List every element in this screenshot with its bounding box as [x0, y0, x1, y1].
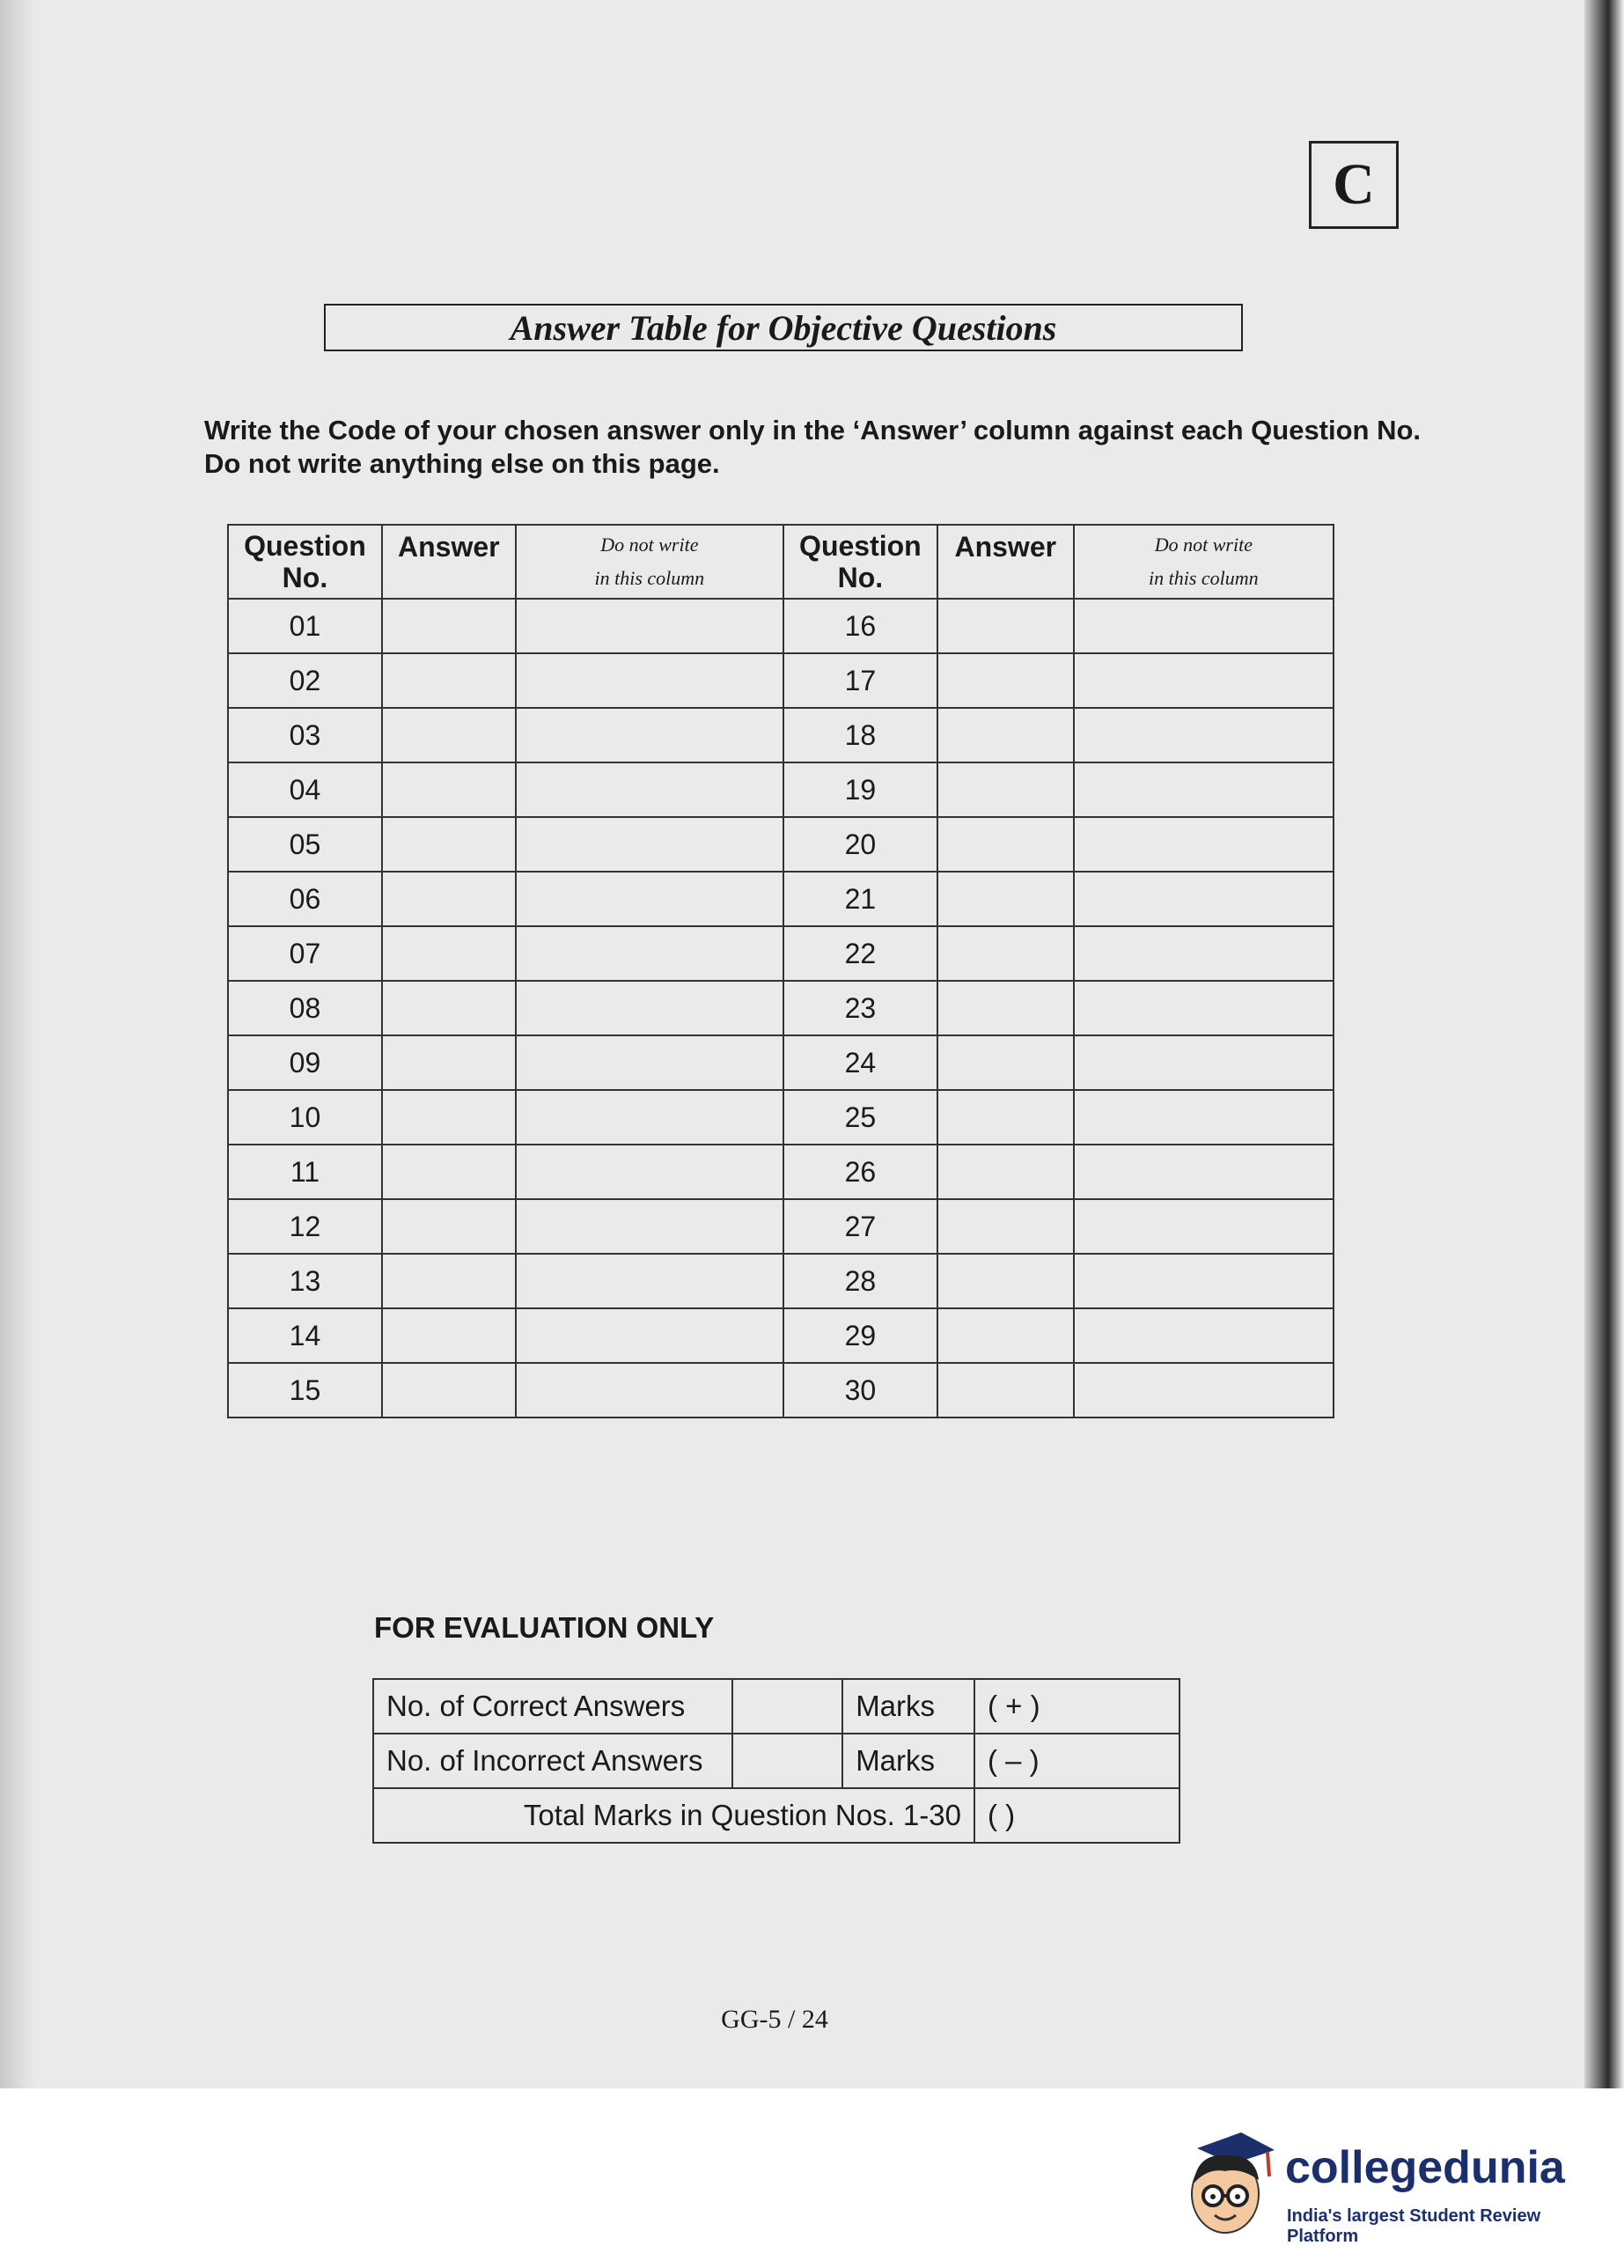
question-number: 23	[783, 981, 937, 1035]
marks-label: Marks	[842, 1734, 974, 1788]
do-not-write-header	[516, 525, 783, 599]
evaluation-heading: FOR EVALUATION ONLY	[374, 1611, 715, 1644]
question-number: 29	[783, 1308, 937, 1363]
answer-cell[interactable]	[382, 872, 516, 926]
do-not-write-cell	[516, 599, 783, 653]
question-number: 28	[783, 1254, 937, 1308]
do-not-write-cell	[1074, 981, 1334, 1035]
correct-answers-row	[373, 1679, 1179, 1734]
do-not-write-line2: in this column	[594, 567, 705, 589]
do-not-write-cell	[1074, 872, 1334, 926]
question-number: 11	[228, 1145, 382, 1199]
total-marks-row	[373, 1788, 1179, 1843]
evaluation-table	[372, 1678, 1180, 1844]
question-number: 07	[228, 926, 382, 981]
question-number: 09	[228, 1035, 382, 1090]
answer-cell[interactable]	[937, 708, 1074, 762]
do-not-write-header	[1074, 525, 1334, 599]
answer-cell[interactable]	[937, 762, 1074, 817]
marks-label: Marks	[842, 1679, 974, 1734]
correct-answers-label: No. of Correct Answers	[373, 1679, 732, 1734]
do-not-write-cell	[1074, 1254, 1334, 1308]
answer-cell[interactable]	[382, 762, 516, 817]
answer-cell[interactable]	[382, 1308, 516, 1363]
answer-cell[interactable]	[382, 653, 516, 708]
answer-table	[227, 524, 1334, 1418]
do-not-write-cell	[516, 653, 783, 708]
question-number: 19	[783, 762, 937, 817]
question-number: 12	[228, 1199, 382, 1254]
do-not-write-cell	[516, 1145, 783, 1199]
answer-cell[interactable]	[382, 1035, 516, 1090]
answer-cell[interactable]	[937, 1363, 1074, 1418]
answer-cell[interactable]	[382, 981, 516, 1035]
question-number: 14	[228, 1308, 382, 1363]
do-not-write-cell	[516, 1090, 783, 1145]
answer-table-row	[228, 653, 1334, 708]
do-not-write-cell	[516, 1035, 783, 1090]
question-number: 06	[228, 872, 382, 926]
incorrect-answers-row	[373, 1734, 1179, 1788]
answer-table-row	[228, 1145, 1334, 1199]
question-number: 05	[228, 817, 382, 872]
do-not-write-cell	[1074, 653, 1334, 708]
do-not-write-line1: Do not write	[600, 534, 699, 556]
answer-cell[interactable]	[937, 1090, 1074, 1145]
logo-name: collegedunia	[1285, 2142, 1565, 2193]
answer-cell[interactable]	[382, 1254, 516, 1308]
do-not-write-cell	[516, 926, 783, 981]
answer-cell[interactable]	[937, 1254, 1074, 1308]
incorrect-answers-count-cell[interactable]	[732, 1734, 842, 1788]
question-number: 30	[783, 1363, 937, 1418]
answer-table-row	[228, 926, 1334, 981]
do-not-write-cell	[1074, 1308, 1334, 1363]
answer-cell[interactable]	[382, 1090, 516, 1145]
answer-table-header	[228, 525, 1334, 599]
answer-table-row	[228, 981, 1334, 1035]
do-not-write-cell	[516, 872, 783, 926]
answer-cell[interactable]	[937, 817, 1074, 872]
answer-table-row	[228, 1090, 1334, 1145]
do-not-write-cell	[1074, 1199, 1334, 1254]
paper-code-box: C	[1309, 141, 1399, 229]
question-number: 16	[783, 599, 937, 653]
answer-cell[interactable]	[937, 981, 1074, 1035]
answer-table-row	[228, 817, 1334, 872]
question-number: 01	[228, 599, 382, 653]
question-number: 26	[783, 1145, 937, 1199]
question-number: 18	[783, 708, 937, 762]
question-number: 08	[228, 981, 382, 1035]
answer-cell[interactable]	[937, 1308, 1074, 1363]
answer-cell[interactable]	[382, 599, 516, 653]
do-not-write-cell	[1074, 1145, 1334, 1199]
do-not-write-line2: in this column	[1149, 567, 1259, 589]
total-marks-label: Total Marks in Question Nos. 1-30	[373, 1788, 974, 1843]
do-not-write-line1: Do not write	[1154, 534, 1253, 556]
question-number: 17	[783, 653, 937, 708]
do-not-write-cell	[1074, 1090, 1334, 1145]
answer-table-row	[228, 1035, 1334, 1090]
answer-header: Answer	[382, 525, 516, 599]
collegedunia-logo	[1179, 2122, 1593, 2254]
question-number: 04	[228, 762, 382, 817]
answer-cell[interactable]	[382, 1363, 516, 1418]
do-not-write-cell	[1074, 1363, 1334, 1418]
answer-cell[interactable]	[382, 1199, 516, 1254]
mascot-icon	[1179, 2122, 1278, 2245]
answer-cell[interactable]	[937, 1035, 1074, 1090]
answer-cell[interactable]	[382, 926, 516, 981]
question-number: 24	[783, 1035, 937, 1090]
total-marks-cell[interactable]: ( )	[974, 1788, 1179, 1843]
instructions: Write the Code of your chosen answer only in the ‘Answer’ column against each Question No. Do not write anything else on this page.	[204, 415, 1422, 479]
do-not-write-cell	[1074, 817, 1334, 872]
question-number: 25	[783, 1090, 937, 1145]
logo-tagline: India's largest Student Review Platform	[1287, 2206, 1541, 2246]
answer-table-row	[228, 708, 1334, 762]
answer-table-row	[228, 762, 1334, 817]
do-not-write-cell	[1074, 599, 1334, 653]
do-not-write-cell	[516, 708, 783, 762]
answer-table-row	[228, 1363, 1334, 1418]
do-not-write-cell	[1074, 1035, 1334, 1090]
plus-marks-cell[interactable]: ( + )	[974, 1679, 1179, 1734]
answer-table-row	[228, 1254, 1334, 1308]
do-not-write-cell	[1074, 708, 1334, 762]
answer-table-row	[228, 1199, 1334, 1254]
question-number: 15	[228, 1363, 382, 1418]
answer-cell[interactable]	[937, 1199, 1074, 1254]
incorrect-answers-label: No. of Incorrect Answers	[373, 1734, 732, 1788]
answer-table-row	[228, 872, 1334, 926]
answer-cell[interactable]	[382, 1145, 516, 1199]
do-not-write-cell	[1074, 926, 1334, 981]
answer-cell[interactable]	[937, 599, 1074, 653]
question-number: 21	[783, 872, 937, 926]
question-number: 02	[228, 653, 382, 708]
question-number: 13	[228, 1254, 382, 1308]
question-number: 22	[783, 926, 937, 981]
do-not-write-cell	[516, 1308, 783, 1363]
question-number: 10	[228, 1090, 382, 1145]
page-number: GG-5 / 24	[721, 2005, 828, 2034]
do-not-write-cell	[516, 1363, 783, 1418]
answer-cell[interactable]	[382, 817, 516, 872]
answer-cell[interactable]	[937, 653, 1074, 708]
answer-cell[interactable]	[937, 1145, 1074, 1199]
answer-table-row	[228, 1308, 1334, 1363]
question-number: 20	[783, 817, 937, 872]
question-no-header: Question No.	[228, 525, 382, 599]
do-not-write-cell	[516, 762, 783, 817]
question-number: 27	[783, 1199, 937, 1254]
answer-cell[interactable]	[937, 872, 1074, 926]
do-not-write-cell	[516, 817, 783, 872]
question-no-header: Question No.	[783, 525, 937, 599]
do-not-write-cell	[1074, 762, 1334, 817]
do-not-write-cell	[516, 1199, 783, 1254]
minus-marks-cell[interactable]: ( – )	[974, 1734, 1179, 1788]
correct-answers-count-cell[interactable]	[732, 1679, 842, 1734]
answer-table-row	[228, 599, 1334, 653]
do-not-write-cell	[516, 1254, 783, 1308]
page-binding-edge	[1584, 0, 1624, 2088]
page-title: Answer Table for Objective Questions	[324, 304, 1243, 351]
page-shadow-left	[0, 0, 35, 2088]
do-not-write-cell	[516, 981, 783, 1035]
answer-cell[interactable]	[382, 708, 516, 762]
question-number: 03	[228, 708, 382, 762]
answer-cell[interactable]	[937, 926, 1074, 981]
answer-header: Answer	[937, 525, 1074, 599]
